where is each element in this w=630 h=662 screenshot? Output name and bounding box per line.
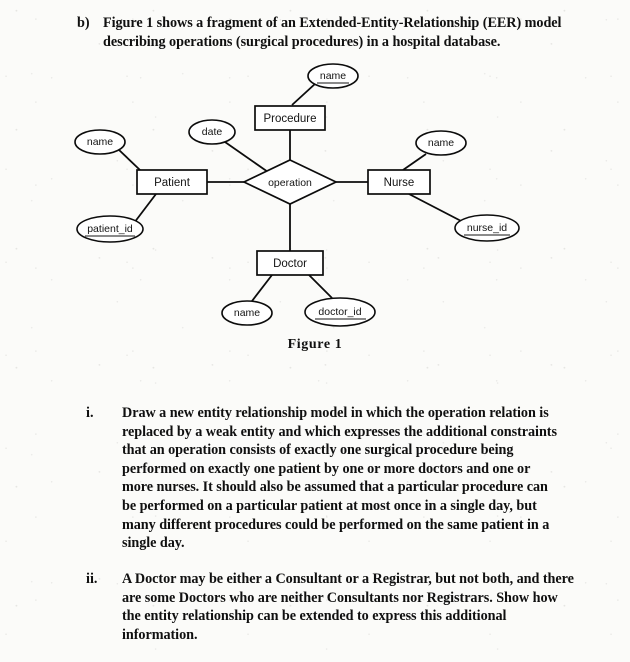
entity-patient-label: Patient bbox=[154, 177, 190, 190]
attribute-patient-name-label: name bbox=[86, 135, 114, 148]
attribute-doctor-id[interactable] bbox=[305, 298, 375, 326]
entity-procedure-label: Procedure bbox=[263, 113, 317, 126]
sub-question-ii-marker: ii. bbox=[86, 571, 98, 587]
edge-date-operation bbox=[225, 142, 268, 172]
edge-nurse-name bbox=[403, 154, 426, 170]
edge-doctor-name bbox=[252, 275, 272, 301]
attribute-doctor-name[interactable] bbox=[222, 301, 272, 325]
attribute-patient-name[interactable] bbox=[75, 130, 125, 154]
attribute-patient-id[interactable] bbox=[77, 216, 143, 242]
figure-caption: Figure 1 bbox=[287, 337, 343, 352]
edge-nurse-id bbox=[409, 194, 463, 222]
sub-question-i-marker: i. bbox=[86, 405, 94, 421]
attribute-nurse-name[interactable] bbox=[416, 131, 466, 155]
relationship-operation[interactable] bbox=[244, 160, 336, 204]
attribute-nurse-id[interactable] bbox=[455, 215, 519, 241]
edge-patient-id bbox=[134, 194, 156, 223]
attribute-operation-date[interactable] bbox=[189, 120, 235, 144]
edge-procedure-name bbox=[292, 83, 316, 105]
attribute-procedure-name[interactable] bbox=[308, 64, 358, 88]
attribute-doctor-name-label: name bbox=[233, 306, 261, 319]
question-b bbox=[77, 14, 597, 51]
sub-question-i-text: Draw a new entity relationship model in which the operation relation is replaced by a weak entity and which expresses the additional constraints that an operation consists of exactly one surgical procedure being performed on exactly one patient by one or more doctors and one or more nurses. It should also be assumed that a particular procedure can be performed on a particular patient at most once in a single day, but many different procedures could be performed on the same patient in a single day. bbox=[122, 405, 557, 552]
eer-diagram bbox=[0, 55, 630, 355]
attribute-patient-id-label: patient_id bbox=[87, 222, 133, 235]
attribute-procedure-name-label: name bbox=[319, 69, 347, 82]
entity-doctor[interactable] bbox=[257, 251, 323, 275]
sub-question-i bbox=[86, 404, 616, 553]
attribute-doctor-id-label: doctor_id bbox=[318, 305, 362, 318]
sub-question-ii bbox=[86, 570, 616, 644]
attribute-nurse-id-label: nurse_id bbox=[466, 221, 508, 234]
question-b-marker: b) bbox=[77, 15, 90, 31]
entity-nurse-label: Nurse bbox=[383, 177, 415, 190]
edge-patient-name bbox=[118, 149, 140, 170]
relationship-operation-label: operation bbox=[268, 176, 312, 189]
edge-doctor-id bbox=[309, 275, 332, 298]
entity-doctor-label: Doctor bbox=[273, 258, 307, 271]
entity-nurse[interactable] bbox=[368, 170, 430, 194]
entity-procedure[interactable] bbox=[255, 106, 325, 130]
attribute-operation-date-label: date bbox=[201, 125, 223, 138]
attribute-nurse-name-label: name bbox=[427, 136, 455, 149]
question-b-text: Figure 1 shows a fragment of an Extended-Entity-Relationship (EER) model describing operations (surgical procedures) in a hospital database. bbox=[103, 15, 562, 50]
entity-patient[interactable] bbox=[137, 170, 207, 194]
sub-question-ii-text: A Doctor may be either a Consultant or a Registrar, but not both, and there are some Doctors who are neither Consultants nor Registrars. Show how the entity relationship can be extended to express this additional information. bbox=[122, 571, 574, 643]
